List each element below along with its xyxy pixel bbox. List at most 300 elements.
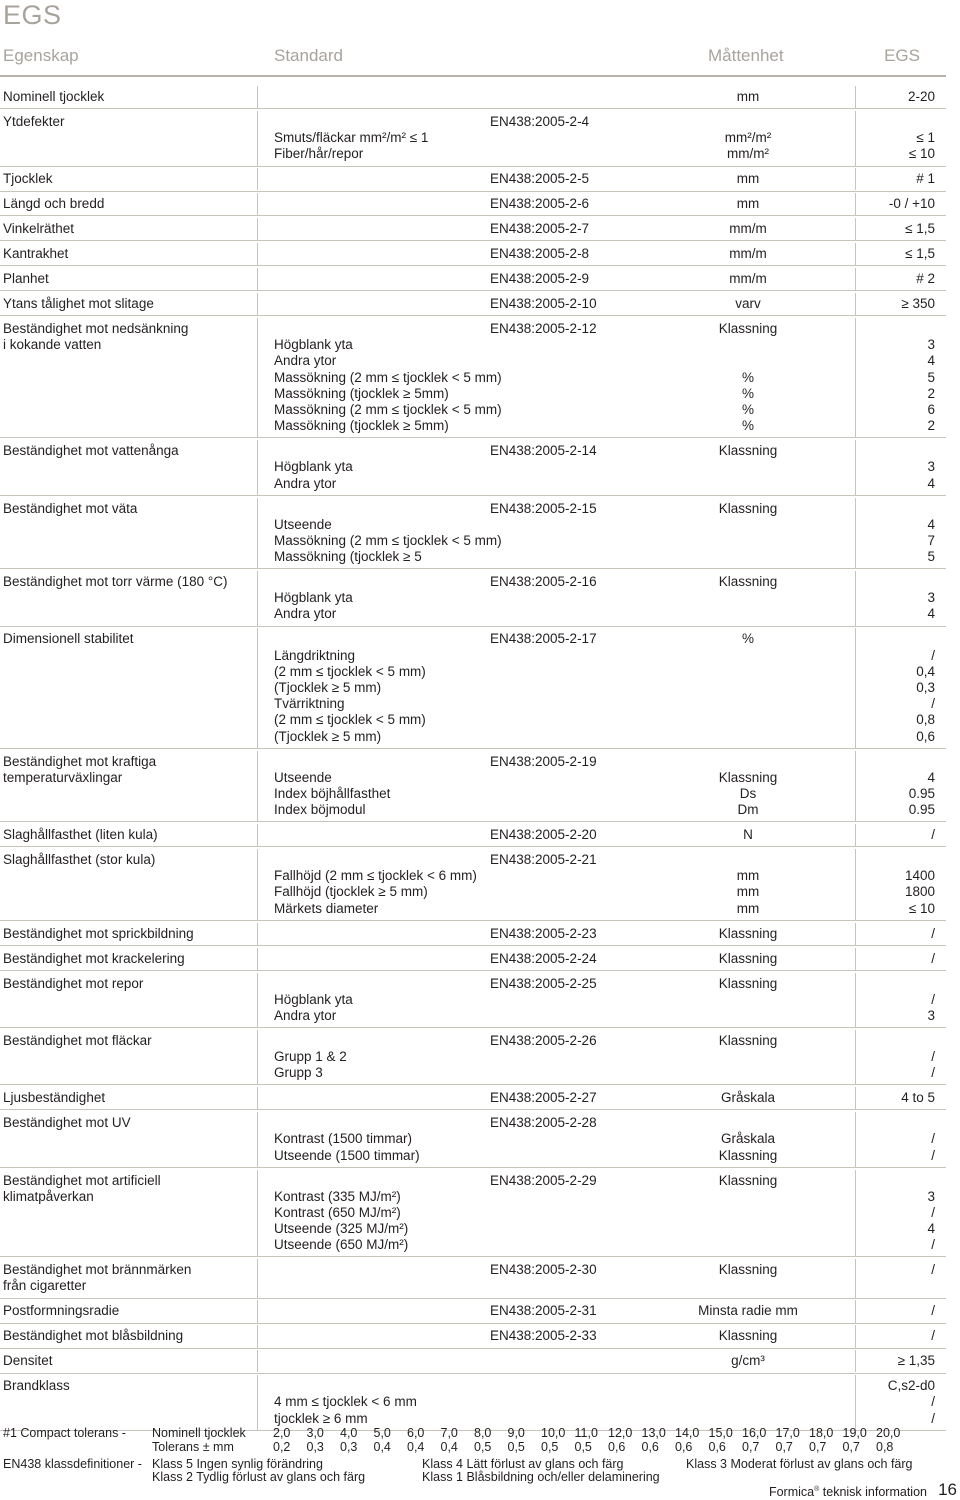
sub-property-cell: Utseende (650 MJ/m²) bbox=[274, 1237, 409, 1253]
egs-value-cell: 1800 bbox=[904, 884, 935, 900]
sub-property-cell: 4 mm ≤ tjocklek < 6 mm bbox=[274, 1394, 417, 1410]
sub-property-cell: Massökning (tjocklek ≥ 5 bbox=[274, 549, 422, 565]
egs-value-cell: 4 bbox=[927, 769, 935, 785]
tolerance-value: 0,3 bbox=[306, 1440, 324, 1454]
egs-value-cell: 0,3 bbox=[916, 680, 935, 695]
unit-cell: mm bbox=[736, 196, 760, 212]
egs-value-cell: 4 bbox=[927, 1221, 935, 1237]
column-divider bbox=[257, 1112, 258, 1167]
unit-cell: Klassning bbox=[718, 1328, 778, 1344]
egs-value-cell: ≤ 10 bbox=[908, 900, 935, 916]
column-divider bbox=[855, 923, 856, 945]
property-cell: från cigaretter bbox=[3, 1278, 87, 1294]
sub-property-cell: Grupp 3 bbox=[274, 1065, 323, 1081]
column-divider bbox=[855, 571, 856, 626]
property-cell: Ljusbeständighet bbox=[3, 1090, 106, 1106]
standard-cell: EN438:2005-2-21 bbox=[490, 852, 597, 868]
brand-line bbox=[769, 1485, 927, 1499]
sub-property-cell: (2 mm ≤ tjocklek < 5 mm) bbox=[274, 712, 426, 728]
egs-value-cell: ≤ 10 bbox=[908, 146, 935, 162]
column-divider bbox=[855, 498, 856, 569]
nominal-thickness-value: 4,0 bbox=[340, 1426, 358, 1440]
nominal-thickness-value: 13,0 bbox=[641, 1426, 666, 1440]
tolerance-value: 0,7 bbox=[775, 1440, 793, 1454]
sub-property-cell: (2 mm ≤ tjocklek < 5 mm) bbox=[274, 663, 426, 679]
unit-cell: mm²/m² bbox=[724, 130, 772, 146]
standard-cell: EN438:2005-2-19 bbox=[490, 753, 597, 769]
egs-value-cell: 6 bbox=[927, 402, 935, 417]
column-divider bbox=[855, 1375, 856, 1430]
tolerance-value: 0,4 bbox=[373, 1440, 391, 1454]
row-divider bbox=[0, 315, 946, 316]
nominal-thickness-value: 20,0 bbox=[876, 1426, 901, 1440]
column-divider bbox=[855, 628, 856, 747]
row-divider bbox=[0, 821, 946, 822]
standard-cell: EN438:2005-2-17 bbox=[490, 631, 597, 647]
nominal-thickness-value: 5,0 bbox=[373, 1426, 391, 1440]
column-divider bbox=[257, 1375, 258, 1430]
sub-property-cell: Utseende bbox=[274, 769, 332, 785]
column-divider bbox=[855, 1087, 856, 1109]
property-cell: Beständighet mot sprickbildning bbox=[3, 925, 194, 941]
row-divider bbox=[0, 1109, 946, 1110]
column-divider bbox=[855, 86, 856, 108]
nominal-thickness-value: 3,0 bbox=[306, 1426, 324, 1440]
nominal-thickness-value: 2,0 bbox=[273, 1426, 291, 1440]
column-divider bbox=[855, 973, 856, 1028]
unit-cell: % bbox=[741, 385, 754, 401]
header-unit: Måttenhet bbox=[708, 46, 784, 65]
row-divider bbox=[0, 437, 946, 438]
unit-cell: Klassning bbox=[718, 443, 778, 459]
standard-cell: EN438:2005-2-26 bbox=[490, 1032, 597, 1048]
standard-cell: EN438:2005-2-23 bbox=[490, 925, 597, 941]
egs-value-cell: / bbox=[931, 1204, 935, 1220]
header-divider bbox=[0, 75, 946, 77]
tolerance-value: 0,6 bbox=[675, 1440, 693, 1454]
column-divider bbox=[257, 218, 258, 240]
page-number: 16 bbox=[938, 1480, 957, 1499]
column-divider bbox=[257, 751, 258, 822]
egs-value-cell: 0.95 bbox=[908, 802, 935, 818]
standard-cell: EN438:2005-2-28 bbox=[490, 1115, 597, 1131]
row-divider bbox=[0, 108, 946, 109]
tolerance-value: 0,4 bbox=[440, 1440, 458, 1454]
property-cell: Ytans tålighet mot slitage bbox=[3, 296, 154, 312]
standard-cell: EN438:2005-2-24 bbox=[490, 950, 597, 966]
property-cell: Beständighet mot vattenånga bbox=[3, 443, 179, 459]
row-divider bbox=[0, 1084, 946, 1085]
column-divider bbox=[257, 193, 258, 215]
unit-cell: varv bbox=[735, 296, 761, 312]
unit-cell: Klassning bbox=[718, 1032, 778, 1048]
column-divider bbox=[257, 168, 258, 190]
row-divider bbox=[0, 495, 946, 496]
property-cell: Tjocklek bbox=[3, 171, 53, 187]
nominal-thickness-value: 18,0 bbox=[809, 1426, 834, 1440]
tolerance-value: 0,2 bbox=[273, 1440, 291, 1454]
compact-tolerance-label: #1 Compact tolerans - bbox=[3, 1426, 126, 1440]
column-divider bbox=[257, 243, 258, 265]
column-divider bbox=[257, 1300, 258, 1322]
sub-property-cell: Längdriktning bbox=[274, 647, 356, 663]
egs-value-cell: / bbox=[931, 1237, 935, 1253]
property-cell: Nominell tjocklek bbox=[3, 89, 105, 104]
column-divider bbox=[855, 1170, 856, 1257]
column-divider bbox=[855, 168, 856, 190]
row-divider bbox=[0, 1348, 946, 1349]
row-divider bbox=[0, 568, 946, 569]
unit-cell: mm bbox=[736, 868, 760, 884]
sub-property-cell: Index böjmodul bbox=[274, 802, 366, 818]
tolerance-value: 0,6 bbox=[641, 1440, 659, 1454]
column-divider bbox=[257, 1030, 258, 1085]
property-cell: Vinkelräthet bbox=[3, 221, 75, 237]
column-divider bbox=[257, 1350, 258, 1372]
egs-value-cell: / bbox=[931, 827, 935, 843]
standard-cell: EN438:2005-2-16 bbox=[490, 574, 597, 590]
column-divider bbox=[257, 1170, 258, 1257]
standard-cell: EN438:2005-2-15 bbox=[490, 500, 597, 516]
egs-value-cell: / bbox=[931, 1131, 935, 1147]
unit-cell: mm/m² bbox=[727, 146, 769, 162]
class-definitions-label: EN438 klassdefinitioner - bbox=[3, 1457, 142, 1471]
unit-cell: Klassning bbox=[718, 950, 778, 966]
unit-cell: Gråskala bbox=[720, 1090, 776, 1106]
egs-value-cell: 4 bbox=[927, 353, 935, 369]
row-divider bbox=[0, 1167, 946, 1168]
egs-value-cell: 4 bbox=[927, 606, 935, 622]
sub-property-cell: Kontrast (335 MJ/m²) bbox=[274, 1188, 401, 1204]
row-divider bbox=[0, 191, 946, 192]
row-divider bbox=[0, 1027, 946, 1028]
column-divider bbox=[257, 498, 258, 569]
column-divider bbox=[257, 824, 258, 846]
row-divider bbox=[0, 846, 946, 847]
sub-property-cell: Fallhöjd (tjocklek ≥ 5 mm) bbox=[274, 884, 428, 900]
column-divider bbox=[855, 111, 856, 166]
property-cell: Beständighet mot brännmärken bbox=[3, 1262, 192, 1278]
column-divider bbox=[257, 268, 258, 290]
tolerance-value: 0,5 bbox=[474, 1440, 492, 1454]
sub-property-cell: Högblank yta bbox=[274, 590, 353, 606]
column-divider bbox=[855, 824, 856, 846]
tolerance-value: 0,7 bbox=[742, 1440, 760, 1454]
brand-name: Formica bbox=[768, 1485, 815, 1499]
unit-cell: Klassning bbox=[718, 1172, 778, 1188]
nominal-thickness-label: Nominell tjocklek bbox=[152, 1426, 246, 1440]
column-divider bbox=[257, 1325, 258, 1347]
property-cell: Ytdefekter bbox=[3, 113, 65, 129]
property-cell: Planhet bbox=[3, 271, 49, 287]
nominal-thickness-value: 19,0 bbox=[842, 1426, 867, 1440]
tolerance-value: 0,5 bbox=[574, 1440, 592, 1454]
egs-value-cell: / bbox=[931, 647, 935, 663]
egs-value-cell: 4 bbox=[927, 475, 935, 491]
unit-cell: Dm bbox=[737, 802, 759, 818]
unit-cell: Ds bbox=[739, 785, 757, 801]
standard-cell: EN438:2005-2-6 bbox=[490, 196, 590, 212]
nominal-thickness-value: 15,0 bbox=[708, 1426, 733, 1440]
sub-property-cell: Högblank yta bbox=[274, 991, 353, 1007]
sub-property-cell: Andra ytor bbox=[274, 475, 337, 491]
egs-value-cell: / bbox=[931, 1049, 935, 1065]
row-divider bbox=[0, 290, 946, 291]
unit-cell: mm/m bbox=[729, 221, 767, 237]
unit-cell: Klassning bbox=[718, 321, 778, 336]
sub-property-cell: Massökning (2 mm ≤ tjocklek < 5 mm) bbox=[274, 532, 502, 548]
property-cell: Postformningsradie bbox=[3, 1303, 120, 1319]
nominal-thickness-value: 17,0 bbox=[775, 1426, 800, 1440]
standard-cell: EN438:2005-2-4 bbox=[490, 113, 590, 129]
standard-cell: EN438:2005-2-14 bbox=[490, 443, 597, 459]
property-cell: Beständighet mot repor bbox=[3, 975, 144, 991]
egs-value-cell: 2-20 bbox=[907, 89, 935, 104]
egs-value-cell: 0.95 bbox=[908, 785, 935, 801]
nominal-thickness-value: 11,0 bbox=[574, 1426, 598, 1440]
standard-cell: EN438:2005-2-9 bbox=[490, 271, 590, 287]
sub-property-cell: (Tjocklek ≥ 5 mm) bbox=[274, 680, 382, 695]
property-cell: temperaturväxlingar bbox=[3, 769, 123, 785]
property-cell: Kantrakhet bbox=[3, 246, 69, 262]
page-title: EGS bbox=[3, 0, 62, 30]
tolerance-value: 0,3 bbox=[340, 1440, 358, 1454]
column-divider bbox=[855, 948, 856, 970]
egs-value-cell: 0,8 bbox=[916, 712, 935, 728]
row-divider bbox=[0, 265, 946, 266]
sub-property-cell: Index böjhållfasthet bbox=[274, 785, 391, 801]
sub-property-cell: (Tjocklek ≥ 5 mm) bbox=[274, 728, 382, 744]
sub-property-cell: Andra ytor bbox=[274, 1007, 337, 1023]
sub-property-cell: Tvärriktning bbox=[274, 696, 345, 712]
sub-property-cell: Massökning (tjocklek ≥ 5mm) bbox=[274, 385, 449, 401]
egs-value-cell: -0 / +10 bbox=[888, 196, 935, 212]
unit-cell: Gråskala bbox=[720, 1131, 776, 1147]
row-divider bbox=[0, 1298, 946, 1299]
standard-cell: EN438:2005-2-8 bbox=[490, 246, 590, 262]
column-divider bbox=[855, 243, 856, 265]
unit-cell: mm bbox=[736, 171, 760, 187]
tolerance-value: 0,7 bbox=[809, 1440, 827, 1454]
egs-value-cell: 1400 bbox=[904, 868, 935, 884]
egs-value-cell: 2 bbox=[927, 385, 935, 401]
standard-cell: EN438:2005-2-31 bbox=[490, 1303, 597, 1319]
row-divider bbox=[0, 1323, 946, 1324]
egs-value-cell: # 2 bbox=[916, 271, 935, 287]
property-cell: Dimensionell stabilitet bbox=[3, 631, 134, 647]
brand-text: teknisk information bbox=[822, 1485, 927, 1499]
column-divider bbox=[855, 268, 856, 290]
property-cell: Beständighet mot UV bbox=[3, 1115, 131, 1131]
column-divider bbox=[855, 293, 856, 315]
column-divider bbox=[257, 440, 258, 495]
column-divider bbox=[257, 293, 258, 315]
egs-value-cell: 2 bbox=[927, 418, 935, 434]
column-divider bbox=[257, 111, 258, 166]
property-cell: klimatpåverkan bbox=[3, 1188, 94, 1204]
header-property: Egenskap bbox=[3, 46, 79, 65]
egs-value-cell: ≤ 1,5 bbox=[905, 221, 935, 237]
property-cell: Längd och bredd bbox=[3, 196, 105, 212]
sub-property-cell: Fallhöjd (2 mm ≤ tjocklek < 6 mm) bbox=[274, 868, 477, 884]
egs-value-cell: C,s2-d0 bbox=[887, 1378, 935, 1394]
standard-cell: EN438:2005-2-29 bbox=[490, 1172, 597, 1188]
egs-value-cell: 0,6 bbox=[916, 728, 935, 744]
property-cell: Slaghållfasthet (stor kula) bbox=[3, 852, 156, 868]
class3-definition: Klass 3 Moderat förlust av glans och färg bbox=[686, 1457, 913, 1471]
row-divider bbox=[0, 1373, 946, 1374]
tolerance-value: 0,8 bbox=[876, 1440, 894, 1454]
sub-property-cell: Högblank yta bbox=[274, 459, 353, 475]
column-divider bbox=[257, 86, 258, 108]
sub-property-cell: Massökning (2 mm ≤ tjocklek < 5 mm) bbox=[274, 369, 502, 385]
column-divider bbox=[855, 751, 856, 822]
egs-value-cell: 5 bbox=[927, 369, 935, 385]
property-cell: Slaghållfasthet (liten kula) bbox=[3, 827, 158, 843]
column-divider bbox=[855, 1350, 856, 1372]
unit-cell: Klassning bbox=[718, 500, 778, 516]
tolerance-value: 0,6 bbox=[608, 1440, 626, 1454]
registered-mark: ® bbox=[814, 1485, 820, 1493]
property-cell: Densitet bbox=[3, 1353, 53, 1369]
egs-value-cell: / bbox=[931, 1394, 935, 1410]
unit-cell: Klassning bbox=[718, 769, 778, 785]
standard-cell: EN438:2005-2-7 bbox=[490, 221, 590, 237]
column-divider bbox=[257, 923, 258, 945]
row-divider bbox=[0, 970, 946, 971]
column-divider bbox=[855, 1259, 856, 1297]
unit-cell: % bbox=[741, 418, 754, 434]
tolerance-value: 0,5 bbox=[507, 1440, 525, 1454]
row-divider bbox=[0, 1430, 946, 1431]
column-divider bbox=[855, 218, 856, 240]
egs-value-cell: 7 bbox=[927, 532, 935, 548]
row-divider bbox=[0, 945, 946, 946]
egs-value-cell: ≥ 1,35 bbox=[897, 1353, 935, 1369]
row-divider bbox=[0, 920, 946, 921]
nominal-thickness-value: 9,0 bbox=[507, 1426, 525, 1440]
column-divider bbox=[257, 1087, 258, 1109]
sub-property-cell: tjocklek ≥ 6 mm bbox=[274, 1410, 368, 1426]
column-divider bbox=[257, 849, 258, 920]
sub-property-cell: Kontrast (1500 timmar) bbox=[274, 1131, 413, 1147]
nominal-thickness-value: 7,0 bbox=[440, 1426, 458, 1440]
property-cell: Beständighet mot fläckar bbox=[3, 1032, 152, 1048]
unit-cell: g/cm³ bbox=[731, 1353, 765, 1369]
unit-cell: % bbox=[741, 631, 754, 647]
egs-value-cell: 3 bbox=[927, 459, 935, 475]
sub-property-cell: Kontrast (650 MJ/m²) bbox=[274, 1204, 401, 1220]
column-divider bbox=[855, 318, 856, 437]
header-standard: Standard bbox=[274, 46, 343, 65]
class2-definition: Klass 2 Tydlig förlust av glans och färg bbox=[152, 1470, 366, 1484]
egs-value-cell: 4 bbox=[927, 516, 935, 532]
unit-cell: mm/m bbox=[729, 271, 767, 287]
egs-value-cell: / bbox=[931, 950, 935, 966]
egs-value-cell: / bbox=[931, 991, 935, 1007]
standard-cell: EN438:2005-2-30 bbox=[490, 1262, 597, 1278]
column-divider bbox=[855, 1030, 856, 1085]
egs-value-cell: 3 bbox=[927, 590, 935, 606]
standard-cell: EN438:2005-2-20 bbox=[490, 827, 597, 843]
tolerance-value: 0,6 bbox=[708, 1440, 726, 1454]
egs-value-cell: 5 bbox=[927, 549, 935, 565]
egs-value-cell: # 1 bbox=[916, 171, 935, 187]
egs-value-cell: 3 bbox=[927, 1188, 935, 1204]
class5-definition: Klass 5 Ingen synlig förändring bbox=[152, 1457, 323, 1471]
tolerance-label: Tolerans ± mm bbox=[152, 1440, 234, 1454]
unit-cell: Klassning bbox=[718, 925, 778, 941]
row-divider bbox=[0, 626, 946, 627]
egs-value-cell: / bbox=[931, 1303, 935, 1319]
sub-property-cell: Massökning (2 mm ≤ tjocklek < 5 mm) bbox=[274, 402, 502, 417]
egs-value-cell: / bbox=[931, 1410, 935, 1426]
tolerance-value: 0,7 bbox=[842, 1440, 860, 1454]
nominal-thickness-value: 14,0 bbox=[675, 1426, 700, 1440]
column-divider bbox=[257, 948, 258, 970]
standard-cell: EN438:2005-2-12 bbox=[490, 321, 597, 336]
sub-property-cell: Smuts/fläckar mm²/m² ≤ 1 bbox=[274, 130, 429, 146]
sub-property-cell: Andra ytor bbox=[274, 606, 337, 622]
class4-definition: Klass 4 Lätt förlust av glans och färg bbox=[422, 1457, 624, 1471]
nominal-thickness-value: 16,0 bbox=[742, 1426, 767, 1440]
property-cell: i kokande vatten bbox=[3, 337, 102, 353]
header-egs: EGS bbox=[884, 46, 920, 65]
sub-property-cell: Utseende (325 MJ/m²) bbox=[274, 1221, 409, 1237]
standard-cell: EN438:2005-2-5 bbox=[490, 171, 590, 187]
unit-cell: Klassning bbox=[718, 1147, 778, 1163]
column-divider bbox=[257, 628, 258, 747]
row-divider bbox=[0, 215, 946, 216]
standard-cell: EN438:2005-2-33 bbox=[490, 1328, 597, 1344]
sub-property-cell: Utseende (1500 timmar) bbox=[274, 1147, 420, 1163]
standard-cell: EN438:2005-2-10 bbox=[490, 296, 597, 312]
egs-value-cell: 3 bbox=[927, 337, 935, 353]
row-divider bbox=[0, 240, 946, 241]
property-cell: Brandklass bbox=[3, 1378, 70, 1394]
unit-cell: Klassning bbox=[718, 1262, 778, 1278]
unit-cell: mm bbox=[736, 884, 760, 900]
unit-cell: % bbox=[741, 402, 754, 417]
standard-cell: EN438:2005-2-25 bbox=[490, 975, 597, 991]
nominal-thickness-value: 12,0 bbox=[608, 1426, 633, 1440]
property-cell: Beständighet mot krackelering bbox=[3, 950, 185, 966]
egs-value-cell: / bbox=[931, 1065, 935, 1081]
column-divider bbox=[257, 1259, 258, 1297]
column-divider bbox=[257, 973, 258, 1028]
property-cell: Beständighet mot väta bbox=[3, 500, 138, 516]
nominal-thickness-value: 8,0 bbox=[474, 1426, 492, 1440]
row-divider bbox=[0, 1256, 946, 1257]
nominal-thickness-value: 6,0 bbox=[407, 1426, 425, 1440]
sub-property-cell: Utseende bbox=[274, 516, 332, 532]
sub-property-cell: Andra ytor bbox=[274, 353, 337, 369]
egs-value-cell: 0,4 bbox=[916, 663, 935, 679]
egs-value-cell: / bbox=[931, 1328, 935, 1344]
property-cell: Beständighet mot artificiell bbox=[3, 1172, 161, 1188]
tolerance-value: 0,4 bbox=[407, 1440, 425, 1454]
egs-value-cell: / bbox=[931, 1262, 935, 1278]
unit-cell: mm/m bbox=[729, 246, 767, 262]
unit-cell: Minsta radie mm bbox=[698, 1303, 798, 1319]
egs-value-cell: ≥ 350 bbox=[901, 296, 935, 312]
column-divider bbox=[855, 1300, 856, 1322]
sub-property-cell: Grupp 1 & 2 bbox=[274, 1049, 347, 1065]
unit-cell: N bbox=[743, 827, 753, 843]
unit-cell: Klassning bbox=[718, 574, 778, 590]
sub-property-cell: Högblank yta bbox=[274, 337, 353, 353]
property-cell: Beständighet mot torr värme (180 °C) bbox=[3, 574, 228, 590]
